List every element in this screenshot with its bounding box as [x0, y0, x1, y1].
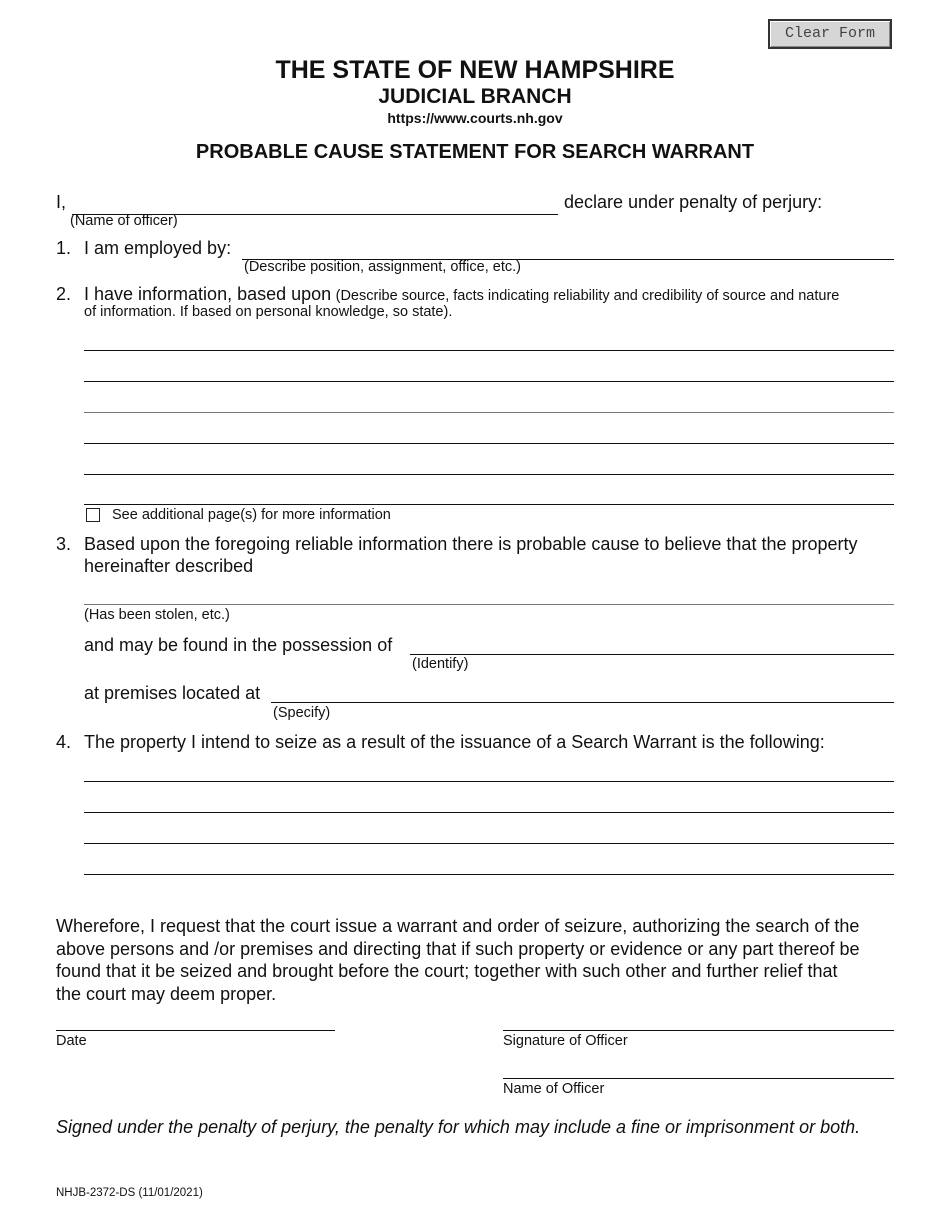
signature-input[interactable] [503, 1008, 894, 1030]
information-line-5 [84, 474, 894, 475]
item4-number: 4. [56, 732, 72, 752]
seize-line-3 [84, 843, 894, 844]
property-seize-textarea[interactable] [84, 758, 894, 876]
property-status-input[interactable] [84, 582, 894, 604]
item2-label: I have information, based upon [84, 284, 332, 304]
item1-number: 1. [56, 238, 72, 258]
possession-label: and may be found in the possession of [84, 635, 393, 655]
wherefore-line: found that it be seized and brought before the court; together with such other and further relief that [56, 961, 838, 981]
declaration-prefix: I, [56, 192, 67, 212]
premises-line [271, 702, 894, 703]
information-line-2 [84, 381, 894, 382]
declaration-suffix: declare under penalty of perjury: [564, 192, 823, 212]
seize-line-4 [84, 874, 894, 875]
premises-caption: (Specify) [273, 705, 331, 721]
item2-instruction-cont: of information. If based on personal knowledge, so state). [84, 304, 453, 320]
seize-line-2 [84, 812, 894, 813]
item2-header [84, 284, 839, 305]
officer-name-caption: (Name of officer) [70, 213, 178, 229]
property-status-caption: (Has been stolen, etc.) [84, 607, 230, 623]
item2-number: 2. [56, 284, 72, 304]
seize-line-1 [84, 781, 894, 782]
officer-name-sign-input[interactable] [503, 1056, 894, 1078]
additional-pages-checkbox[interactable] [86, 508, 100, 522]
officer-name-sign-line [503, 1078, 894, 1079]
additional-pages-label: See additional page(s) for more information [112, 507, 391, 523]
signature-line [503, 1030, 894, 1031]
item3-number: 3. [56, 534, 72, 554]
employer-input[interactable] [242, 238, 894, 260]
wherefore-line: above persons and /or premises and directing that if such property or evidence or any part thereof be [56, 938, 860, 959]
wherefore-line: the court may deem proper. [56, 983, 277, 1004]
item1-label: I am employed by: [84, 238, 232, 258]
signature-label: Signature of Officer [503, 1033, 628, 1049]
property-seize-area[interactable] [84, 758, 894, 876]
information-line-4 [84, 443, 894, 444]
information-line-3 [84, 412, 894, 413]
possession-input[interactable] [410, 633, 894, 655]
court-url: https://www.courts.nh.gov [387, 110, 563, 126]
item4-label: The property I intend to seize as a result of the issuance of a Search Warrant is the following: [84, 732, 825, 752]
possession-caption: (Identify) [412, 656, 469, 672]
date-input[interactable] [56, 1008, 335, 1030]
premises-label: at premises located at [84, 683, 261, 703]
information-textarea[interactable] [84, 328, 894, 506]
clear-form-button[interactable]: Clear Form [768, 19, 892, 49]
date-label: Date [56, 1033, 87, 1049]
penalty-note: Signed under the penalty of perjury, the penalty for which may include a fine or imprisonment or both. [56, 1117, 861, 1137]
information-line-6 [84, 504, 894, 505]
information-area[interactable] [84, 328, 894, 506]
form-number: NHJB-2372-DS (11/01/2021) [56, 1187, 203, 1199]
wherefore-paragraph [56, 915, 896, 1005]
state-heading: THE STATE OF NEW HAMPSHIRE [275, 56, 675, 84]
item3-line1: Based upon the foregoing reliable information there is probable cause to believe that the property [84, 534, 858, 554]
branch-heading: JUDICIAL BRANCH [378, 85, 572, 108]
possession-line [410, 654, 894, 655]
employer-caption: (Describe position, assignment, office, etc.) [244, 259, 521, 275]
information-line-1 [84, 350, 894, 351]
date-line [56, 1030, 335, 1031]
wherefore-line: Wherefore, I request that the court issue a warrant and order of seizure, authorizing the search of the [56, 916, 860, 936]
property-status-line [84, 604, 894, 605]
form-title: PROBABLE CAUSE STATEMENT FOR SEARCH WARRANT [195, 141, 755, 163]
item3-line2: hereinafter described [84, 556, 254, 576]
officer-name-sign-label: Name of Officer [503, 1081, 605, 1097]
premises-input[interactable] [271, 681, 894, 703]
item2-instruction: (Describe source, facts indicating reliability and credibility of source and nature [335, 288, 840, 304]
officer-name-input[interactable] [72, 192, 558, 214]
